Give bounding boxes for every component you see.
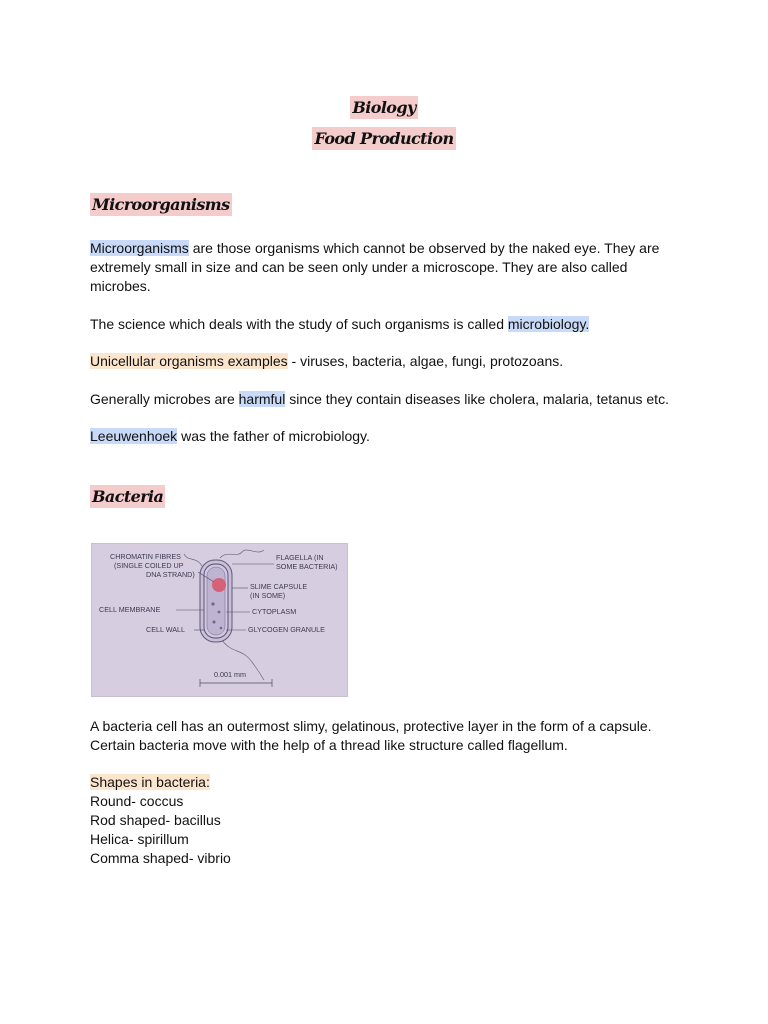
paragraph-examples <box>90 352 690 371</box>
paragraph-definition <box>90 239 690 296</box>
topic-title: Food Production <box>314 129 454 148</box>
subject-title: Biology <box>352 98 416 117</box>
shapes-list-block <box>90 773 690 868</box>
title-block <box>0 93 768 155</box>
bacteria-description-line2: Certain bacteria move with the help of a thread like structure called flagellum. <box>90 737 568 753</box>
shape-item: Comma shaped- vibrio <box>90 850 231 866</box>
bacteria-heading-text: Bacteria <box>92 487 164 506</box>
chromatin-blob <box>212 578 226 592</box>
glycogen-granule <box>213 621 216 624</box>
label-chromatin-line3: DNA STRAND) <box>146 570 195 579</box>
term-microorganisms: Microorganisms <box>90 240 189 256</box>
cytoplasm-shape <box>207 567 225 635</box>
bacteria-diagram <box>91 543 348 697</box>
section-heading-microorganisms <box>90 195 232 215</box>
flagellum-left <box>184 554 202 566</box>
definition-text: are those organisms which cannot be observed by the naked eye. They are extremely small in size and can be seen only under a microscope. They are also called microbes. <box>90 240 660 294</box>
paragraph-leeuwenhoek <box>90 427 690 446</box>
bacteria-description-line1: A bacteria cell has an outermost slimy, gelatinous, protective layer in the form of a capsule. <box>90 718 652 734</box>
harmful-after-text: since they contain diseases like cholera, malaria, tetanus etc. <box>285 391 669 407</box>
glycogen-granule <box>211 602 214 605</box>
label-cytoplasm: CYTOPLASM <box>252 607 297 616</box>
section-heading-bacteria <box>90 487 165 507</box>
scale-label: 0.001 mm <box>214 670 246 679</box>
label-chromatin-line2: (SINGLE COILED UP <box>114 561 184 570</box>
microorganisms-heading-text: Microorganisms <box>92 195 230 214</box>
glycogen-granule <box>218 611 221 614</box>
term-microbiology: microbiology. <box>507 316 590 332</box>
label-flagella-line2: SOME BACTERIA) <box>276 562 338 571</box>
label-cell-wall: CELL WALL <box>146 625 186 634</box>
paragraph-microbiology <box>90 315 690 334</box>
paragraph-bacteria-cell <box>90 717 710 755</box>
label-glycogen-granule: GLYCOGEN GRANULE <box>248 625 325 634</box>
label-slime-line1: SLIME CAPSULE <box>250 582 308 591</box>
glycogen-granule <box>220 627 223 630</box>
shape-item: Round- coccus <box>90 793 184 809</box>
label-flagella-line1: FLAGELLA (IN <box>276 553 324 562</box>
harmful-before-text: Generally microbes are <box>90 391 239 407</box>
flagellum-top <box>220 550 264 558</box>
term-unicellular: Unicellular organisms examples <box>90 353 288 369</box>
label-chromatin-line1: CHROMATIN FIBRES <box>110 552 181 561</box>
paragraph-harmful <box>90 390 690 409</box>
label-cell-membrane: CELL MEMBRANE <box>99 605 161 614</box>
term-leeuwenhoek: Leeuwenhoek <box>90 428 178 444</box>
term-harmful: harmful <box>238 391 286 407</box>
leeuwenhoek-text: was the father of microbiology. <box>177 428 370 444</box>
bacteria-diagram-svg <box>92 544 347 696</box>
shapes-heading: Shapes in bacteria: <box>90 774 210 790</box>
shape-item: Rod shaped- bacillus <box>90 812 221 828</box>
examples-text: - viruses, bacteria, algae, fungi, protozoans. <box>287 353 564 369</box>
shape-item: Helica- spirillum <box>90 831 189 847</box>
label-slime-line2: (IN SOME) <box>250 591 286 600</box>
microbiology-text: The science which deals with the study of such organisms is called <box>90 316 508 332</box>
